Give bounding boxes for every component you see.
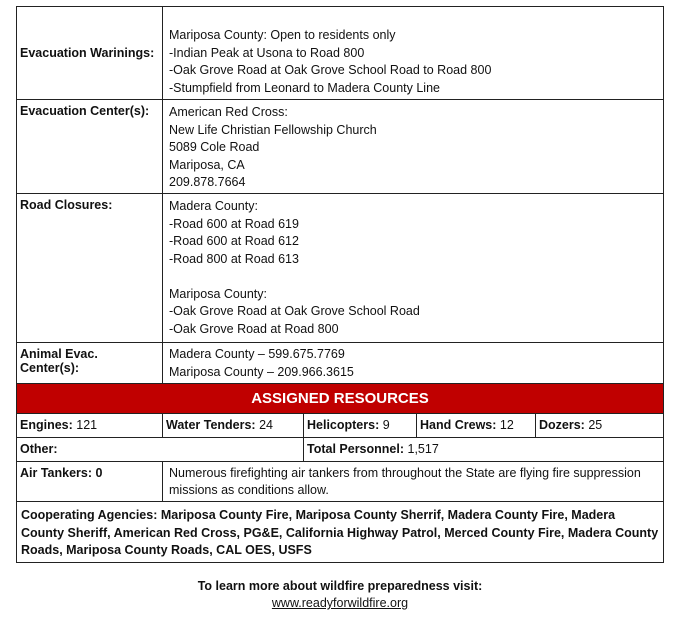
engines-value: 121 xyxy=(76,418,98,432)
evacuation-centers-label: Evacuation Center(s): xyxy=(17,100,163,193)
footer-link[interactable]: www.readyforwildfire.org xyxy=(271,596,409,610)
footer xyxy=(0,578,680,612)
dozers-value: 25 xyxy=(588,418,603,432)
evacuation-warnings-value xyxy=(163,7,663,99)
closure-line: -Road 800 at Road 613 xyxy=(169,251,299,266)
other-label: Other: xyxy=(20,442,58,456)
mariposa-heading: Mariposa County: xyxy=(169,286,267,301)
water-tenders-value: 24 xyxy=(259,418,273,432)
animal-evac-row xyxy=(17,343,663,384)
air-tankers-row xyxy=(17,462,663,502)
warning-line: -Indian Peak at Usona to Road 800 xyxy=(169,45,365,60)
helicopters-label: Helicopters: xyxy=(307,418,380,432)
closure-line: -Oak Grove Road at Oak Grove School Road xyxy=(169,304,420,318)
center-line: 5089 Cole Road xyxy=(169,140,260,154)
closure-line: -Road 600 at Road 612 xyxy=(169,234,299,248)
helicopters-cell xyxy=(304,414,417,437)
other-cell xyxy=(17,438,304,461)
spacer xyxy=(169,268,657,286)
evacuation-warnings-label: Evacuation Warinings: xyxy=(17,7,163,99)
dozers-cell xyxy=(536,414,663,437)
water-tenders-label: Water Tenders: xyxy=(166,418,256,432)
incident-info-table xyxy=(16,6,664,563)
engines-cell xyxy=(17,414,163,437)
road-closures-row xyxy=(17,194,663,343)
engines-label: Engines: xyxy=(20,418,73,432)
animal-line: Mariposa County – 209.966.3615 xyxy=(169,364,354,379)
hand-crews-cell xyxy=(417,414,536,437)
hand-crews-label: Hand Crews: xyxy=(420,418,497,432)
evacuation-centers-row xyxy=(17,100,663,194)
total-personnel-label: Total Personnel: xyxy=(307,442,405,456)
total-personnel-cell xyxy=(304,438,663,461)
center-line: New Life Christian Fellowship Church xyxy=(169,122,377,137)
animal-line: Madera County – 599.675.7769 xyxy=(169,347,345,361)
evacuation-warnings-row xyxy=(17,7,663,100)
center-phone: 209.878.7664 xyxy=(169,175,246,189)
other-row xyxy=(17,438,663,462)
air-tankers-text: Numerous firefighting air tankers from throughout the State are flying fire suppression missions as conditions allow. xyxy=(169,466,641,497)
assigned-resources-header: ASSIGNED RESOURCES xyxy=(17,384,663,414)
footer-lead: To learn more about wildfire preparedness visit: xyxy=(197,579,483,593)
closure-line: -Oak Grove Road at Road 800 xyxy=(169,321,339,336)
water-tenders-cell xyxy=(163,414,304,437)
warning-line: -Stumpfield from Leonard to Madera County Line xyxy=(169,80,440,95)
closure-line: -Road 600 at Road 619 xyxy=(169,216,299,231)
evacuation-centers-value xyxy=(163,100,663,193)
road-closures-label: Road Closures: xyxy=(17,194,163,342)
air-tankers-label: Air Tankers: 0 xyxy=(17,462,163,501)
hand-crews-value: 12 xyxy=(499,418,514,432)
animal-evac-label: Animal Evac. Center(s): xyxy=(17,343,163,383)
warning-line: -Oak Grove Road at Oak Grove School Road to Road 800 xyxy=(169,63,492,77)
madera-heading: Madera County: xyxy=(169,199,258,213)
center-line: Mariposa, CA xyxy=(169,157,245,172)
cooperating-agencies: Cooperating Agencies: Mariposa County Fire, Mariposa County Sherrif, Madera County Fire, Madera County Sheriff, American Red Cross, PG&E, California Highway Patrol, Merced County Fire, Madera County Roads, Mariposa County Roads, CAL OES, USFS xyxy=(21,508,659,557)
road-closures-value xyxy=(163,194,663,342)
warning-line: Mariposa County: Open to residents only xyxy=(169,28,396,42)
animal-evac-value xyxy=(163,343,663,383)
center-line: American Red Cross: xyxy=(169,105,288,119)
dozers-label: Dozers: xyxy=(539,418,585,432)
total-personnel-value: 1,517 xyxy=(407,442,439,456)
helicopters-value: 9 xyxy=(382,418,390,432)
resources-row xyxy=(17,414,663,438)
